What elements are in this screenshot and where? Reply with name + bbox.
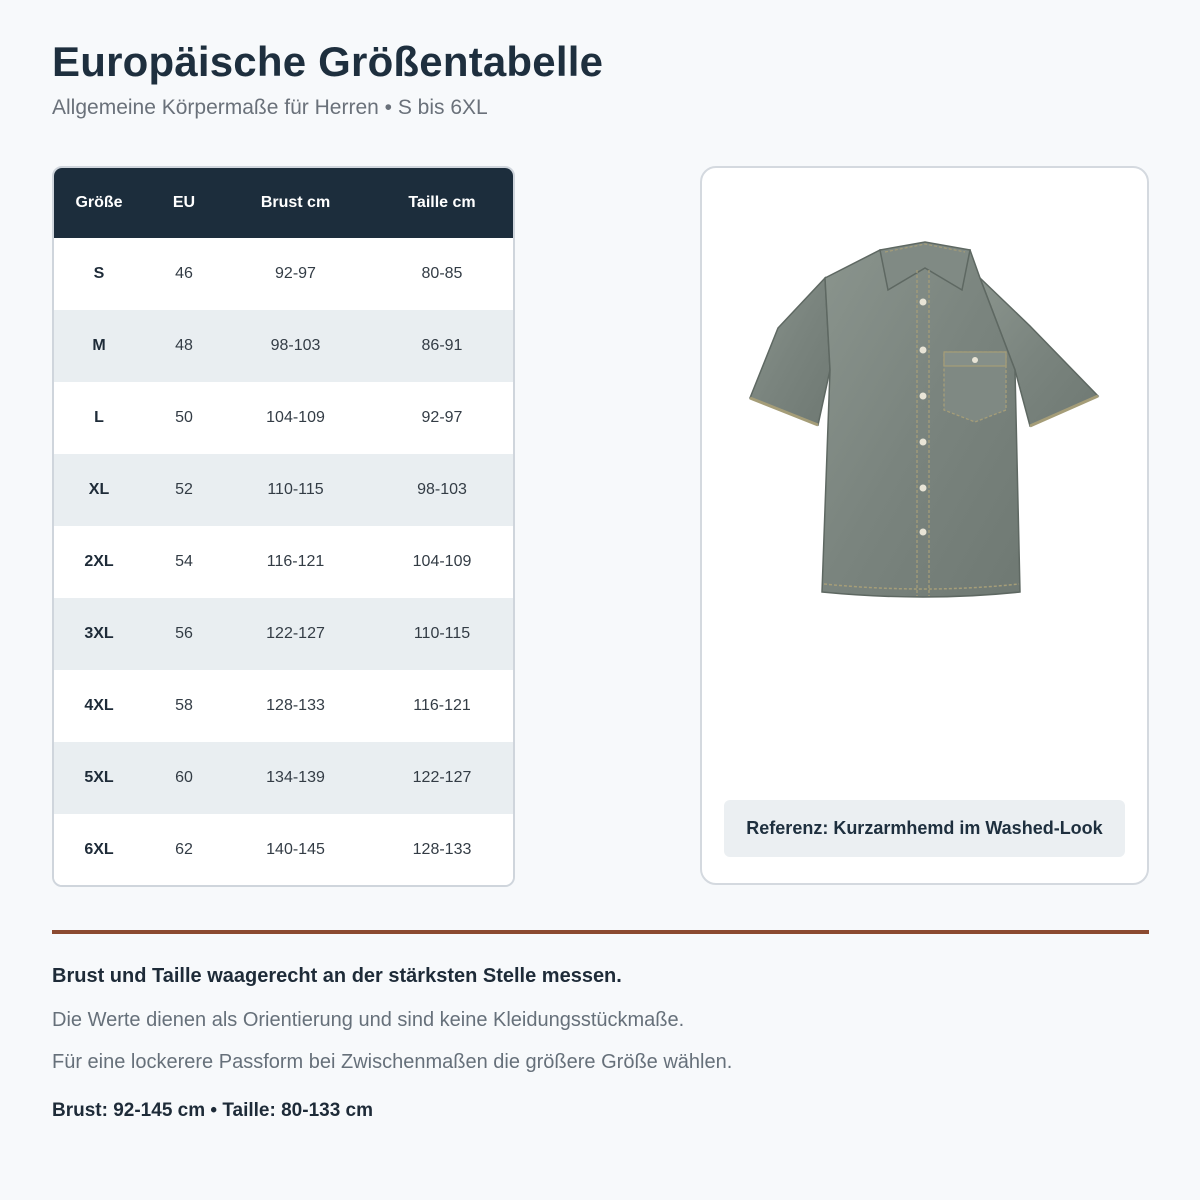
eu-cell: 62 <box>144 814 224 886</box>
range-summary: Brust: 92-145 cm • Taille: 80-133 cm <box>52 1100 374 1121</box>
chest-cell: 110-115 <box>224 454 367 526</box>
guidance-note-2: Für eine lockerere Passform bei Zwischenmaßen die größere Größe wählen. <box>52 1051 733 1073</box>
waist-cell: 122-127 <box>367 742 515 814</box>
size-cell: 4XL <box>54 670 144 742</box>
size-cell: L <box>54 382 144 454</box>
waist-cell: 92-97 <box>367 382 515 454</box>
table-row <box>54 526 515 598</box>
chest-cell: 128-133 <box>224 670 367 742</box>
guidance-note-1: Die Werte dienen als Orientierung und sind keine Kleidungsstückmaße. <box>52 1009 685 1031</box>
eu-cell: 54 <box>144 526 224 598</box>
waist-cell: 116-121 <box>367 670 515 742</box>
size-cell: XL <box>54 454 144 526</box>
size-table <box>54 168 515 886</box>
chest-cell: 98-103 <box>224 310 367 382</box>
waist-cell: 80-85 <box>367 238 515 310</box>
waist-cell: 110-115 <box>367 598 515 670</box>
chest-cell: 92-97 <box>224 238 367 310</box>
eu-cell: 48 <box>144 310 224 382</box>
table-row <box>54 382 515 454</box>
table-row <box>54 742 515 814</box>
eu-cell: 60 <box>144 742 224 814</box>
table-row <box>54 454 515 526</box>
column-header-chest: Brust cm <box>224 168 367 238</box>
chest-cell: 140-145 <box>224 814 367 886</box>
size-cell: 2XL <box>54 526 144 598</box>
reference-caption: Referenz: Kurzarmhemd im Washed-Look <box>724 800 1125 857</box>
page-subtitle: Allgemeine Körpermaße für Herren • S bis 6XL <box>52 96 488 119</box>
eu-cell: 56 <box>144 598 224 670</box>
measuring-instruction: Brust und Taille waagerecht an der stärksten Stelle messen. <box>52 965 622 987</box>
column-header-size: Größe <box>54 168 144 238</box>
chest-cell: 104-109 <box>224 382 367 454</box>
table-header-row <box>54 168 515 238</box>
table-row <box>54 310 515 382</box>
table-row <box>54 814 515 886</box>
size-cell: 5XL <box>54 742 144 814</box>
eu-cell: 46 <box>144 238 224 310</box>
table-row <box>54 670 515 742</box>
column-header-waist: Taille cm <box>367 168 515 238</box>
chest-cell: 134-139 <box>224 742 367 814</box>
eu-cell: 52 <box>144 454 224 526</box>
column-header-eu: EU <box>144 168 224 238</box>
size-cell: 3XL <box>54 598 144 670</box>
eu-cell: 58 <box>144 670 224 742</box>
eu-cell: 50 <box>144 382 224 454</box>
size-cell: 6XL <box>54 814 144 886</box>
reference-card <box>700 166 1149 885</box>
chest-cell: 122-127 <box>224 598 367 670</box>
waist-cell: 86-91 <box>367 310 515 382</box>
page-title: Europäische Größentabelle <box>52 38 604 85</box>
table-row <box>54 238 515 310</box>
waist-cell: 98-103 <box>367 454 515 526</box>
chest-cell: 116-121 <box>224 526 367 598</box>
section-divider <box>52 930 1149 934</box>
waist-cell: 128-133 <box>367 814 515 886</box>
waist-cell: 104-109 <box>367 526 515 598</box>
size-cell: S <box>54 238 144 310</box>
table-row <box>54 598 515 670</box>
size-cell: M <box>54 310 144 382</box>
size-table-card <box>52 166 515 887</box>
denim-shirt-image <box>730 220 1120 612</box>
